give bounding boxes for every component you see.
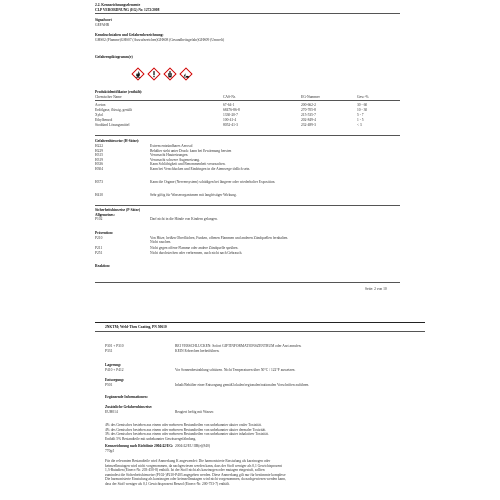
table-cell: 200-662-2: [301, 103, 316, 107]
ghs08-health-hazard-icon: [163, 67, 177, 81]
table-cell: 270-705-8: [301, 108, 316, 112]
precaution-code: P102: [95, 217, 103, 221]
divider: [95, 100, 400, 101]
column-header: EG-Nummer: [301, 94, 320, 99]
hazard-code: H373: [95, 180, 103, 184]
precaution-code: EUH014: [105, 409, 118, 414]
table-row: [95, 123, 405, 127]
hazard-statements-label: Gefahrenhinweise (H-Sätze):: [95, 139, 140, 143]
precaution-code: P301 + P310: [105, 344, 124, 348]
precaution-text: Nicht rauchen.: [150, 240, 172, 244]
hazard-row: [95, 193, 405, 197]
precaution-row: [95, 251, 405, 255]
footnote-line: keimzellmutagen wird nicht vorgenommen, da nachgewiesen werden kann, dass der Stoff weniger als 0,1 Gewichtsprozent: [105, 463, 283, 468]
section-heading: 2.2. Kennzeichnungselemente: [95, 3, 141, 7]
precaution-row: [95, 240, 405, 244]
hazard-code: H315: [95, 153, 103, 157]
hazard-text: Verursacht Hautreizungen.: [150, 153, 189, 157]
document-title: 2NKTM; Weld-Thru Coating, PN 50610: [105, 325, 167, 329]
footnote-line: Für die relevanten Bestandteile wird Anmerkung K angewendet: Die harmonisierte Einstufung als karzinogen oder: [105, 459, 271, 463]
products-label: Produktidentifikator (enthält):: [95, 90, 143, 94]
precaution-row: [95, 410, 405, 414]
additional-hazards-label: Zusätzliche Gefahrenhinweise:: [105, 405, 153, 409]
table-row: [95, 118, 405, 122]
toxicity-note: 4% des Gemisches bestehen aus einem oder mehreren Bestandteilen von unbekannter akuter oraler Toxizität.: [105, 423, 262, 427]
precaution-text: Nicht gegen offene Flamme oder andere Zündquelle sprühen.: [150, 246, 239, 250]
precaution-code: P251: [95, 250, 103, 255]
products-header-row: [95, 95, 405, 99]
voc-text: 2004/42/EU IIB(e)(840): [175, 444, 211, 448]
table-cell: 215-535-7: [301, 113, 316, 117]
divider: [95, 331, 425, 332]
table-cell: 5 - 7: [357, 113, 364, 117]
table-cell: 100-41-4: [223, 118, 237, 122]
table-row: [95, 108, 405, 112]
hazard-code: H229: [95, 148, 103, 153]
toxicity-note: 4% des Gemisches bestehen aus einem oder mehreren Bestandteilen von unbekannter akuter dermaler Toxizität.: [105, 427, 267, 432]
divider: [95, 13, 400, 14]
voc-value: 770g/l: [105, 448, 115, 453]
precaution-text: Vor Sonnenbestrahlung schützen. Nicht Temperaturen über 50°C / 122°F aussetzen.: [175, 367, 296, 372]
hazard-class-value: GHS02 (Flamme)GHS07 (Ausrufezeichen)GHS08 (Gesundheitsgefahr)GHS09 (Umwelt): [95, 37, 225, 42]
reaction-label: Reaktion:: [95, 264, 111, 268]
precaution-code: P501: [105, 382, 113, 387]
hazard-text: Kann bei Verschlucken und Eindringen in die Atemwege tödlich sein.: [150, 166, 251, 171]
regulation-heading: CLP VERORDNUNG (EG) Nr. 1272/2008: [95, 7, 160, 12]
general-label: Allgemeines:: [95, 212, 115, 217]
toxicity-note: Enthält 5% Bestandteile mit unbekannter Gewässergefährdung.: [105, 436, 197, 441]
sds-page-2: [95, 0, 405, 300]
prevention-label: Prävention:: [95, 231, 114, 235]
hazard-row: [95, 167, 405, 171]
pictograms-label: Gefahrenpiktogramm(e): [95, 55, 133, 59]
hazard-code: H336: [95, 162, 103, 166]
table-cell: 67-64-1: [223, 103, 235, 107]
hazard-text: Kann die Organe (Nervensystem) schädigen bei längerer oder wiederholter Exposition.: [150, 180, 276, 184]
ghs02-flame-icon: [131, 67, 145, 81]
hazard-text: Sehr giftig für Wasserorganismen mit langfristiger Wirkung.: [150, 193, 237, 197]
table-cell: 1 - 5: [357, 118, 364, 122]
precaution-row: [95, 349, 405, 353]
divider: [95, 282, 400, 283]
hazard-class-label: Kennbuchstaben und Gefahrenbezeichnung:: [95, 33, 164, 37]
precaution-row: [95, 368, 405, 372]
signal-word-value: GEFAHR: [95, 22, 110, 27]
precaution-text: BEI VERSCHLUCKEN: Sofort GIFTINFORMATIONSZENTRUM oder Arzt anrufen.: [175, 344, 302, 348]
signal-word-label: Signalwort: [95, 18, 112, 22]
precaution-text: KEIN Erbrechen herbeiführen.: [175, 348, 220, 353]
table-cell: 68476-86-8: [223, 108, 240, 112]
precaution-text: Inhalt/Behälter einer Entsorgung gemäß lokalen/regionalen/nationalen Vorschriften zuführen.: [175, 382, 310, 387]
table-cell: 8052-41-3: [223, 123, 238, 127]
toxicity-note: 3% des Gemisches bestehen aus einem oder mehreren Bestandteilen von unbekannter akuter inhalativer Toxizität.: [105, 432, 269, 436]
precaution-text: Reagiert heftig mit Wasser.: [175, 409, 214, 414]
table-cell: 30 - 60: [357, 103, 368, 107]
precaution-text: Nicht durchstechen oder verbrennen, auch nicht nach Gebrauch.: [150, 250, 243, 255]
footnote-line: Die harmonisierte Einstufung als karzinogen oder keimzellmutagen wird nicht vorgenommen, da nachgewiesen werden kann,: [105, 477, 286, 481]
table-cell: Stoddard Lösungsmittel: [95, 123, 130, 127]
divider: [95, 135, 400, 136]
table-cell: 1330-20-7: [223, 113, 238, 117]
table-row: [95, 113, 405, 117]
hazard-text: Verursacht schwere Augenreizung.: [150, 157, 200, 162]
hazard-text: Kann Schläfrigkeit und Benommenheit verursachen.: [150, 162, 226, 166]
column-header: Chemischer Name: [95, 94, 122, 99]
hazard-text: Behälter steht unter Druck: kann bei Erwärmung bersten: [150, 148, 232, 153]
table-cell: Ethylbenzol: [95, 118, 113, 122]
hazard-code: H222: [95, 144, 103, 148]
column-header: CAS-Nr.: [223, 94, 236, 99]
hazard-code: H319: [95, 157, 103, 162]
storage-label: Lagerung:: [105, 363, 122, 367]
hazard-code: H410: [95, 193, 103, 197]
precaution-code: P211: [95, 246, 103, 250]
voc-label: Kennzeichnung nach Richtlinie 2004/42/EG:: [105, 444, 174, 448]
column-header: Gew.-%: [357, 94, 369, 99]
table-cell: < 3: [357, 123, 362, 127]
precaution-code: P331: [105, 348, 113, 353]
disposal-label: Entsorgung:: [105, 378, 125, 382]
table-cell: Xylol: [95, 113, 104, 117]
hazard-code: H304: [95, 166, 103, 171]
ghs09-environment-icon: [179, 67, 193, 81]
precaution-row: [95, 383, 405, 387]
divider: [95, 205, 400, 206]
ghs07-exclamation-icon: [147, 67, 161, 81]
precaution-text: Von Hitze, heißen Oberflächen, Funken, offenen Flammen und anderen Zündquellen fernhalten.: [150, 235, 289, 240]
hazard-text: Extrem entzündbares Aerosol: [150, 144, 193, 148]
table-cell: 232-489-3: [301, 123, 316, 127]
table-cell: Erdölgase, flüssig, gesüßt: [95, 108, 132, 112]
precaution-row: [95, 217, 405, 221]
page-number: Seite: 2 von 10: [365, 287, 387, 291]
hazard-row: [95, 180, 405, 184]
footnote-line: zumindest die Sicherheitshinweise (P102-)P210-P403 angegeben werden. Diese Anmerkung gilt nur für bestimmte komplexe: [105, 472, 286, 477]
supplementary-label: Ergänzende Informationen:: [105, 395, 148, 399]
table-cell: Aceton: [95, 103, 106, 107]
footnote-line: 1,3-Butadien (Einecs-Nr. 203-450-8) enthält. Ist der Stoff nicht als karzinogen oder mutagen eingestuft, sollten: [105, 468, 265, 472]
precaution-text: Darf nicht in die Hände von Kindern gelangen.: [150, 217, 218, 221]
precaution-code: P410 + P412: [105, 367, 124, 372]
divider: [95, 322, 425, 323]
precaution-code: P210: [95, 235, 103, 240]
precautions-label: Sicherheitshinweise (P-Sätze): [95, 208, 141, 212]
table-cell: 202-849-4: [301, 118, 316, 122]
sds-page-3: [95, 312, 425, 500]
table-row: [95, 103, 405, 107]
footnote-line: dass der Stoff weniger als 0,1 Gewichtsprozent Benzol (Einecs-Nr. 200-753-7) enthält.: [105, 481, 230, 486]
table-cell: 10 - 30: [357, 108, 368, 112]
